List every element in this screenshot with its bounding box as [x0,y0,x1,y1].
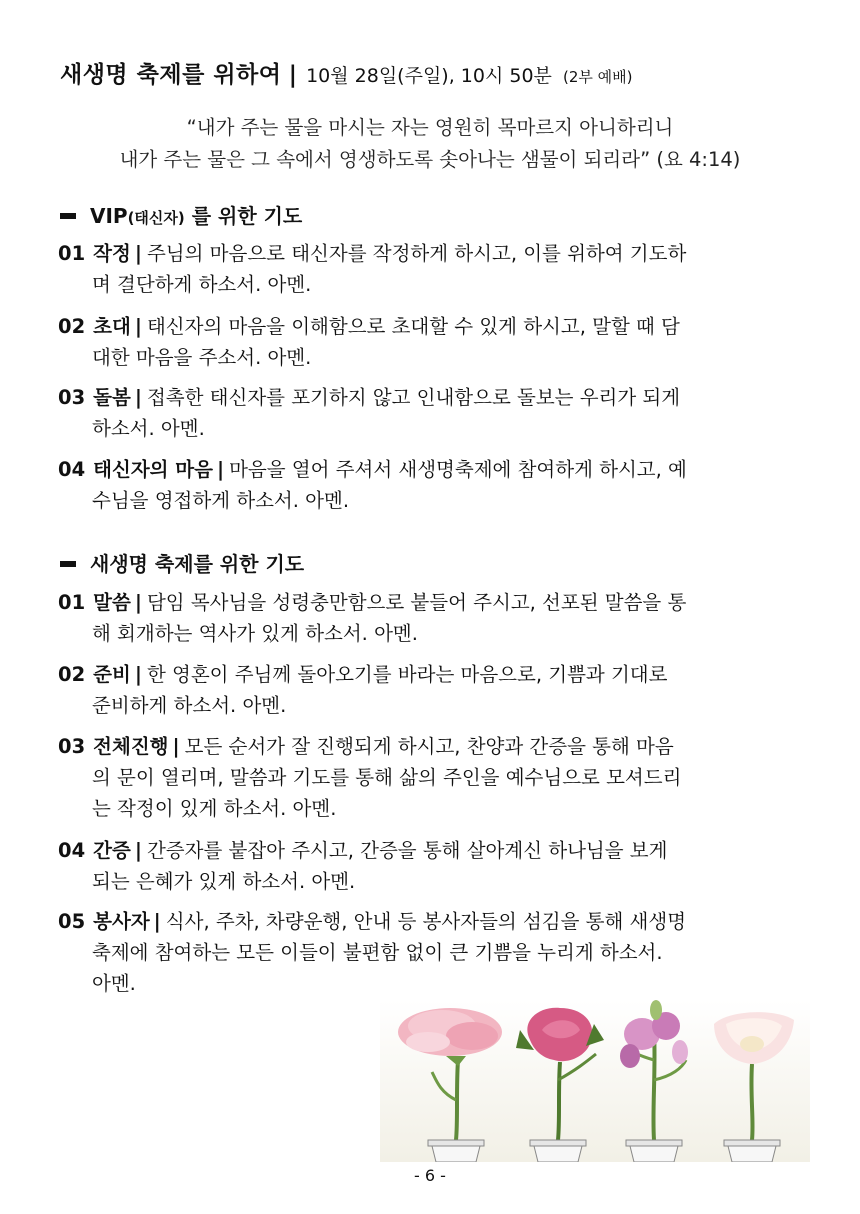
prayer-item: 04 간증 | 간증자를 붙잡아 주시고, 간증을 통해 살아계신 하나님을 보게 되는 은혜가 있게 하소서. 아멘. [58,839,668,893]
prayer-item: 02 초대 | 태신자의 마음을 이해함으로 초대할 수 있게 하시고, 말할 때 담 대한 마음을 주소서. 아멘. [58,315,680,369]
prayer-item: 02 준비 | 한 영혼이 주님께 돌아오기를 바라는 마음으로, 기쁨과 기대로 준비하게 하소서. 아멘. [58,663,668,717]
page-title: 새생명 축제를 위하여 [60,62,282,88]
prayer-item: 01 작정 | 주님의 마음으로 태신자를 작정하게 하시고, 이를 위하여 기도하 며 결단하게 하소서. 아멘. [58,242,687,296]
service-time: (2부 예배) [563,68,633,86]
section-heading-festival: 새생명 축제를 위한 기도 [60,548,304,577]
page-header [60,56,633,89]
verse-line: 내가 주는 물은 그 속에서 영생하도록 솟아나는 샘물이 되리라” (요 4:14) [119,148,741,171]
prayer-item: 04 태신자의 마음 | 마음을 열어 주셔서 새생명축제에 참여하게 하시고, 예 수님을 영접하게 하소서. 아멘. [58,458,687,512]
heading-bullet-icon [60,213,76,219]
event-date: 10월 28일(주일), 10시 50분 [306,65,552,87]
prayer-item: 05 봉사자 | 식사, 주차, 차량운행, 안내 등 봉사자들의 섬김을 통해 새생명 축제에 참여하는 모든 이들이 불편함 없이 큰 기쁨을 누리게 하소서. 아멘. [58,910,687,995]
scripture-verse [0,112,860,176]
prayer-item: 03 전체진행 | 모든 순서가 잘 진행되게 하시고, 찬양과 간증을 통해 마음 의 문이 열리며, 말씀과 기도를 통해 삶의 주인을 예수님으로 모셔드리 는 작정이 있게 하소서. 아멘. [58,735,682,820]
title-separator: | [288,62,297,88]
page-number: - 6 - [414,1166,446,1185]
heading-bullet-icon [60,561,76,567]
prayer-item: 03 돌봄 | 접촉한 태신자를 포기하지 않고 인내함으로 돌보는 우리가 되게 하소서. 아멘. [58,386,681,440]
prayer-item: 01 말씀 | 담임 목사님을 성령충만함으로 붙들어 주시고, 선포된 말씀을 통 해 회개하는 역사가 있게 하소서. 아멘. [58,591,687,645]
verse-line: “내가 주는 물을 마시는 자는 영원히 목마르지 아니하리니 [186,116,674,139]
flowers-illustration [380,1000,810,1162]
section-heading-vip: VIP(태신자) 를 위한 기도 [60,200,302,229]
